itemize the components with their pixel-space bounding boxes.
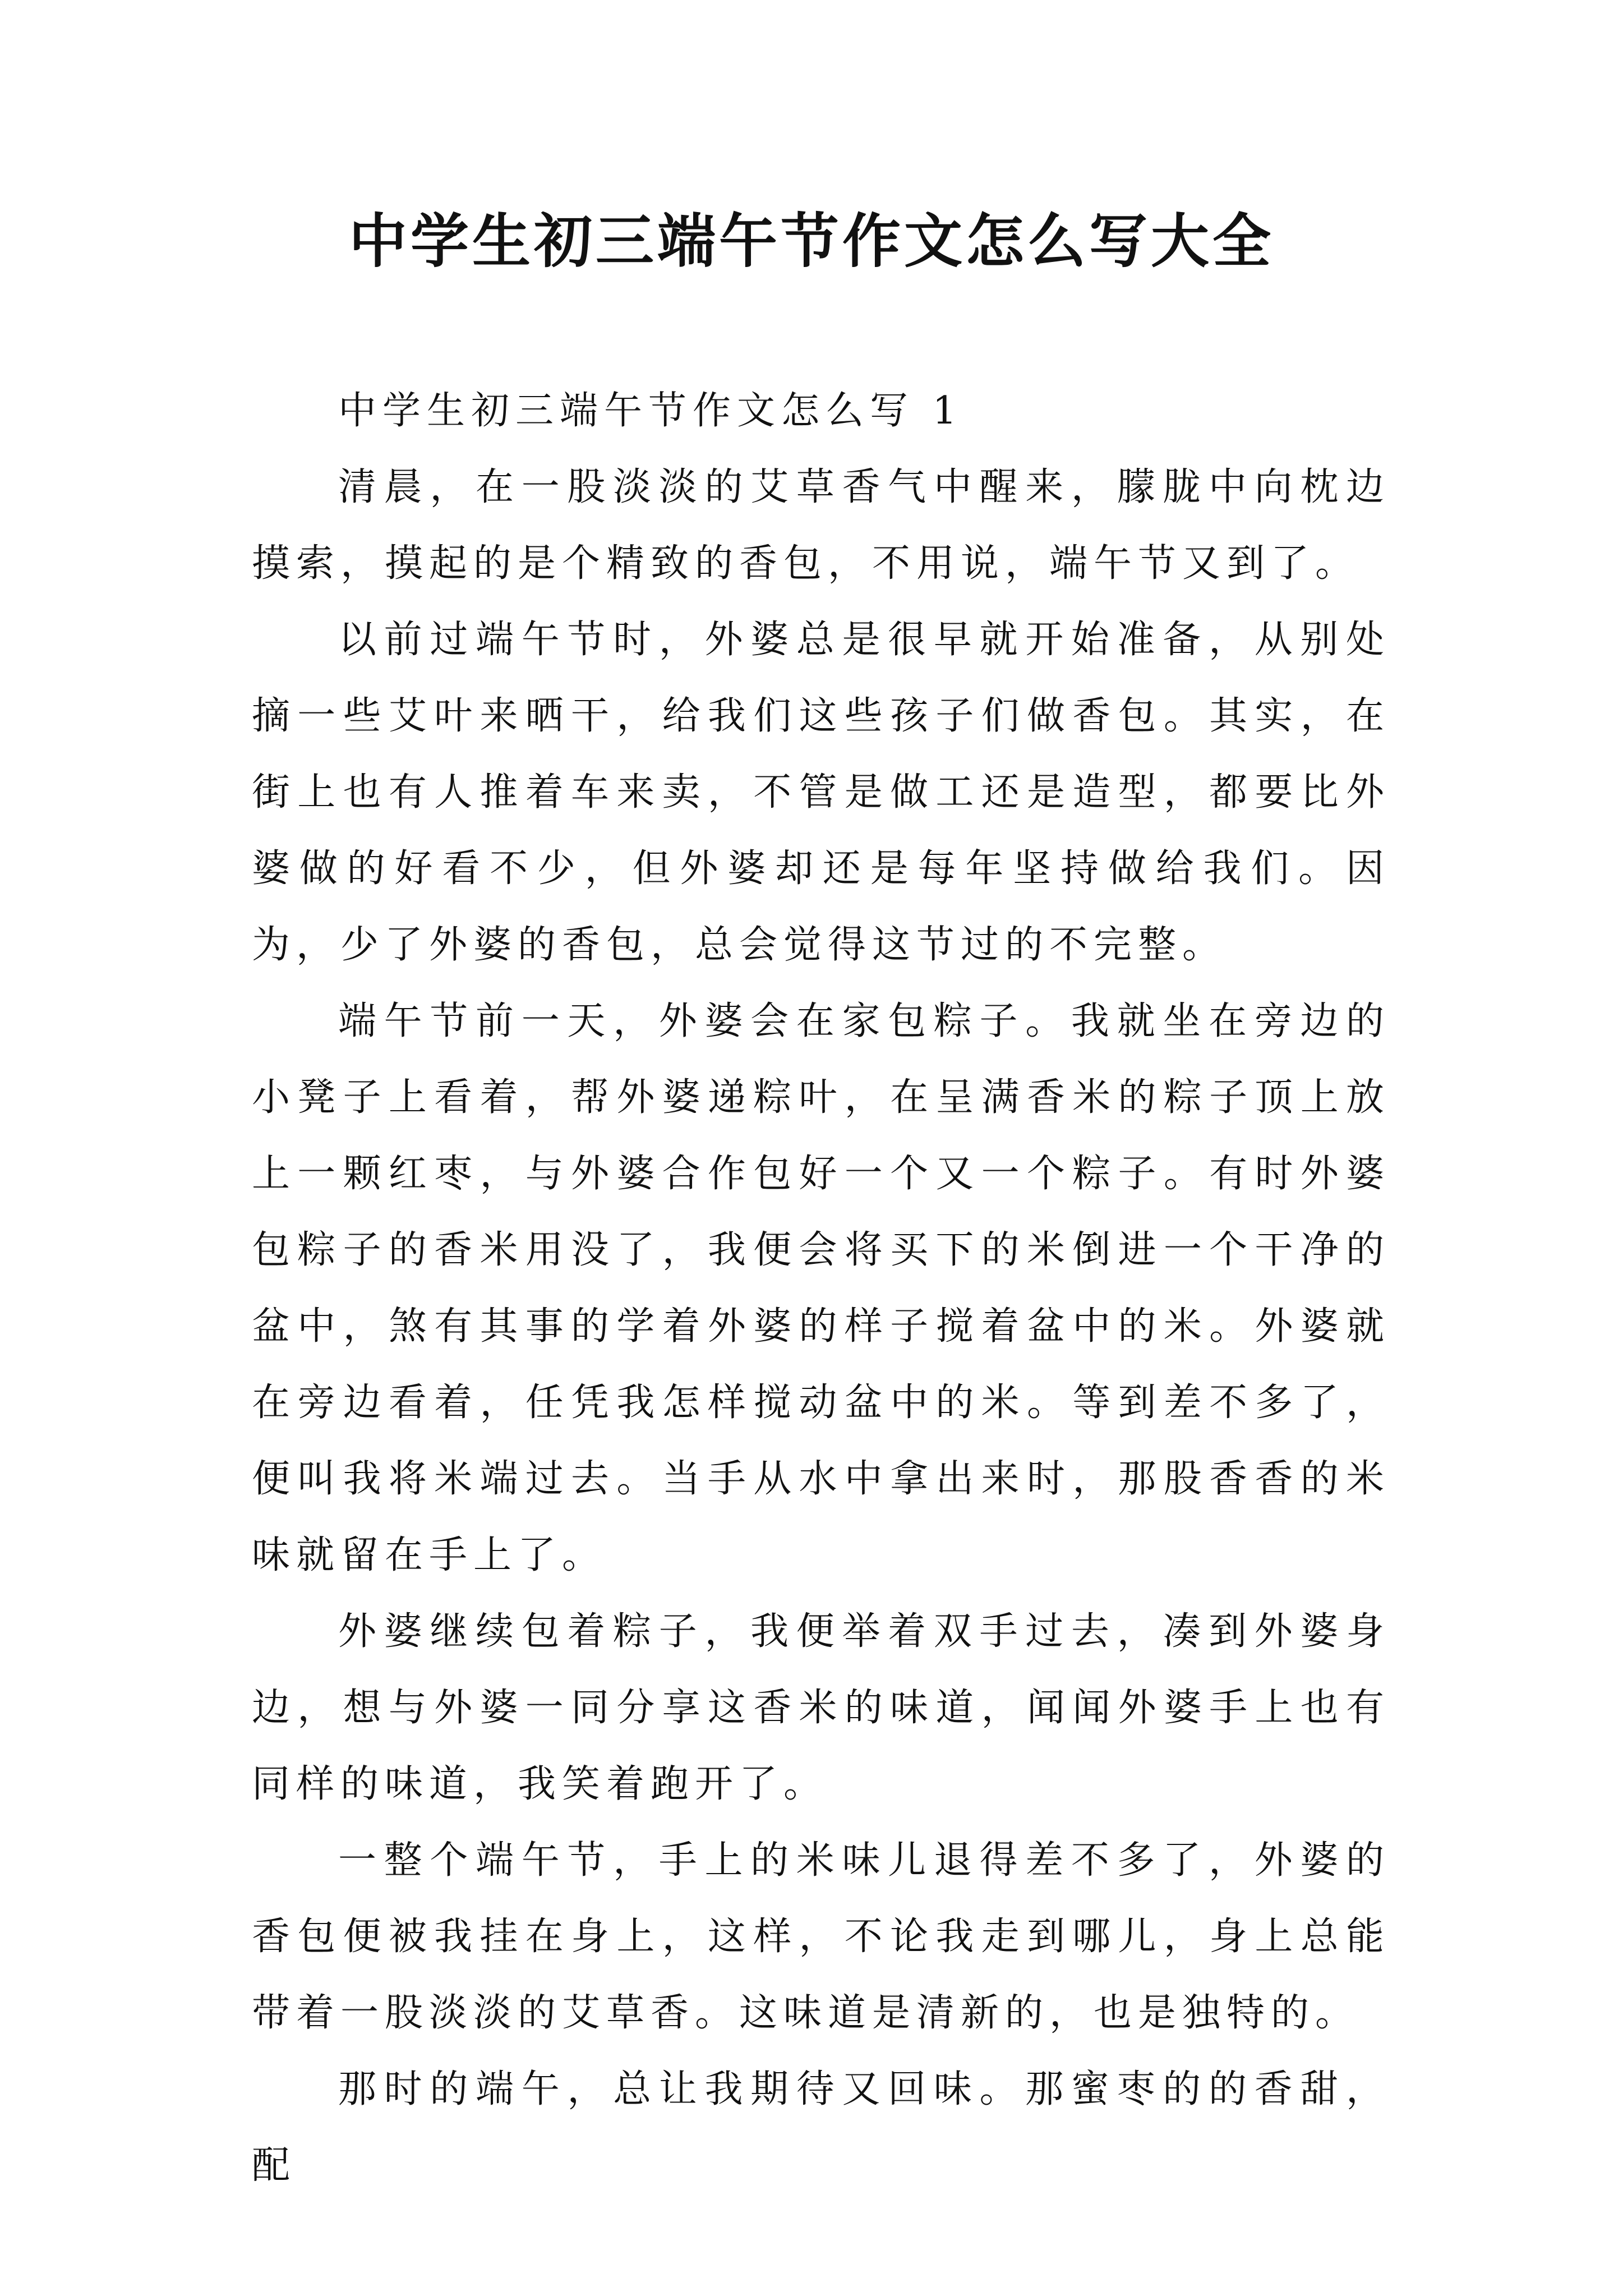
document-title: 中学生初三端午节作文怎么写大全: [348, 207, 1274, 275]
paragraph: 以前过端午节时，外婆总是很早就开始准备，从别处摘一些艾叶来晒干，给我们这些孩子们做香包。其实，在街上也有人推着车来卖，不管是做工还是造型，都要比外婆做的好看不少，但外婆却还是每年坚持做给我们。因为，少了外婆的香包，总会觉得这节过的不完整。: [252, 618, 1390, 967]
paragraph: 那时的端午，总让我期待又回味。那蜜枣的的香甜，配: [252, 2067, 1390, 2188]
paragraph: 端午节前一天，外婆会在家包粽子。我就坐在旁边的小凳子上看着，帮外婆递粽叶，在呈满香米的粽子顶上放上一颗红枣，与外婆合作包好一个又一个粽子。有时外婆包粽子的香米用没了，我便会将买下的米倒进一个干净的盆中，煞有其事的学着外婆的样子搅着盆中的米。外婆就在旁边看着，任凭我怎样搅动盆中的米。等到差不多了，便叫我将米端过去。当手从水中拿出来时，那股香香的米味就留在手上了。: [252, 999, 1390, 1577]
paragraph: 一整个端午节，手上的米味儿退得差不多了，外婆的香包便被我挂在身上，这样，不论我走到哪儿，身上总能带着一股淡淡的艾草香。这味道是清新的，也是独特的。: [252, 1838, 1390, 2035]
document-body: [252, 373, 1390, 2204]
section-heading: 中学生初三端午节作文怎么写 1: [338, 389, 963, 433]
paragraph: 清晨，在一股淡淡的艾草香气中醒来，朦胧中向枕边摸索，摸起的是个精致的香包，不用说，端午节又到了。: [252, 465, 1390, 586]
paragraph: 外婆继续包着粽子，我便举着双手过去，凑到外婆身边，想与外婆一同分享这香米的味道，闻闻外婆手上也有同样的味道，我笑着跑开了。: [252, 1609, 1390, 1806]
